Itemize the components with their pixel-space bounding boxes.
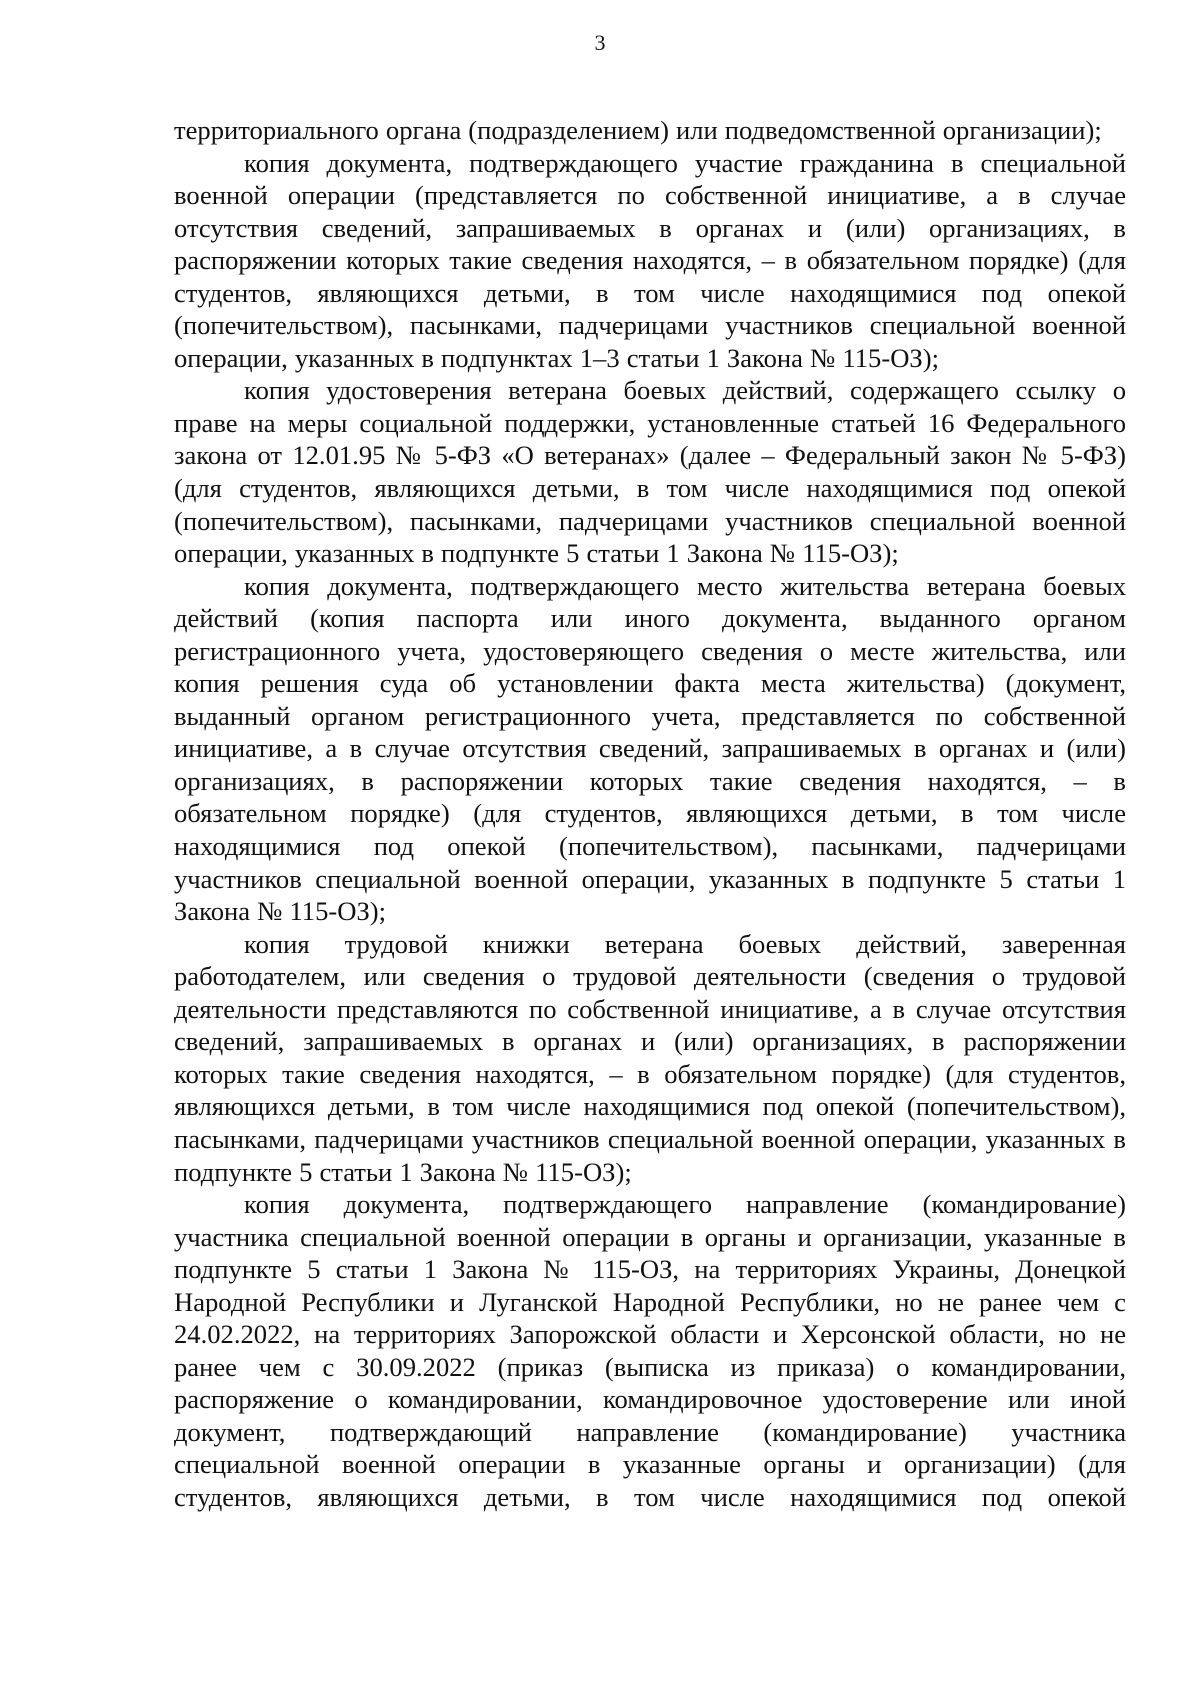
document-paragraph: копия документа, подтверждающего место жительства ветерана боевых действий (копия паспорта или иного документа, выданного органом регистрационного учета, удостоверяющего сведения о месте жительства, или копия решения суда об установлении факта места жительства) (документ, выданный органом регистрационного учета, представляется по собственной инициативе, а в случае отсутствия сведений, запрашиваемых в органах и (или) организациях, в распоряжении которых такие сведения находятся, – в обязательном порядке) (для студентов, являющихся детьми, в том числе находящимися под опекой (попечительством), пасынками, падчерицами участников специальной военной операции, указанных в подпункте 5 статьи 1 Закона № 115-ОЗ); (174, 570, 1126, 927)
document-paragraph: копия документа, подтверждающего направление (командирование) участника специальной военной операции в органы и организации, указанные в подпункте 5 статьи 1 Закона № 115-ОЗ, на территориях Украины, Донецкой Народной Республики и Луганской Народной Республики, но не ранее чем с 24.02.2022, на территориях Запорожской области и Херсонской области, но не ранее чем с 30.09.2022 (приказ (выписка из приказа) о командировании, распоряжение о командировании, командировочное удостоверение или иной документ, подтверждающий направление (командирование) участника специальной военной операции в указанные органы и организации) (для студентов, являющихся детьми, в том числе находящимися под опекой (174, 1189, 1126, 1512)
document-paragraph: территориального органа (подразделением) или подведомственной организации); (174, 115, 1102, 145)
document-body (174, 114, 1126, 1514)
document-paragraph: копия удостоверения ветерана боевых действий, содержащего ссылку о праве на меры социальной поддержки, установленные статьей 16 Федерального закона от 12.01.95 № 5-ФЗ «О ветеранах» (далее – Федеральный закон № 5-ФЗ) (для студентов, являющихся детьми, в том числе находящимися под опекой (попечительством), пасынками, падчерицами участников специальной военной операции, указанных в подпункте 5 статьи 1 Закона № 115-ОЗ); (174, 375, 1126, 569)
document-paragraph: копия трудовой книжки ветерана боевых действий, заверенная работодателем, или сведения о трудовой деятельности (сведения о трудовой деятельности представляются по собственной инициативе, а в случае отсутствия сведений, запрашиваемых в органах и (или) организациях, в распоряжении которых такие сведения находятся, – в обязательном порядке) (для студентов, являющихся детьми, в том числе находящимися под опекой (попечительством), пасынками, падчерицами участников специальной военной операции, указанных в подпункте 5 статьи 1 Закона № 115-ОЗ); (174, 928, 1126, 1187)
page-number: 3 (594, 30, 606, 55)
document-paragraph: копия документа, подтверждающего участие гражданина в специальной военной операции (представляется по собственной инициативе, а в случае отсутствия сведений, запрашиваемых в органах и (или) организациях, в распоряжении которых такие сведения находятся, – в обязательном порядке) (для студентов, являющихся детьми, в том числе находящимися под опекой (попечительством), пасынками, падчерицами участников специальной военной операции, указанных в подпунктах 1–3 статьи 1 Закона № 115-ОЗ); (174, 147, 1126, 373)
